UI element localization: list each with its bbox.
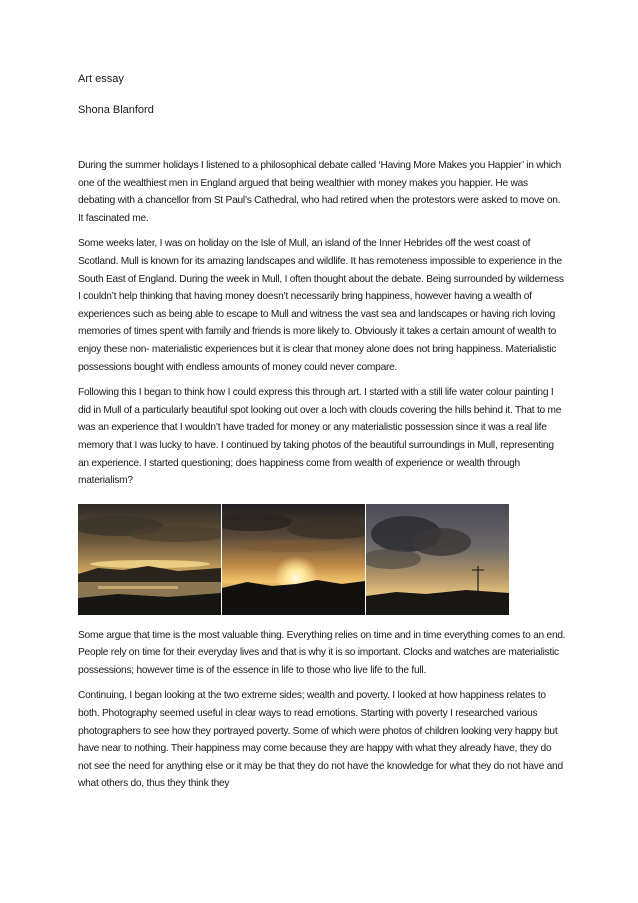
photo-strip xyxy=(78,504,566,615)
essay-content xyxy=(78,72,566,793)
essay-title: Art essay xyxy=(78,73,124,85)
paragraph-4: Some argue that time is the most valuable thing. Everything relies on time and in time everything comes to an end. People rely on time for their everyday lives and that is why it is so important. Clocks and watches are materialistic possessions; however time is of the essence in life to those who live life to the full. xyxy=(78,629,566,676)
paragraph-5: Continuing, I began looking at the two extreme sides; wealth and poverty. I looked at how happiness relates to both. Photography seemed useful in clear ways to read emotions. Starting with poverty I researched various photographers to see how they portrayed poverty. Some of which were photos of children looking very happy but have near to nothing. Their happiness may come because they are happy with what they already have, they do not see the need for anything else or it may be that they do not have the knowledge for what they do not have and what others do, thus they think they xyxy=(78,690,563,790)
dusk-clouds-photo xyxy=(366,504,509,615)
paragraph-3: Following this I began to think how I could express this through art. I started with a still life water colour painting I did in Mull of a particularly beautiful spot looking out over a loch with clouds covering the hills behind it. That to me was an experience that I wouldn’t have traded for money or any materialistic possession since it was a real life memory that I was lucky to have. I continued by taking photos of the beautiful surroundings in Mull, representing an experience. I started questioning; does happiness come from wealth of experience or wealth through materialism? xyxy=(78,387,562,487)
sunset-over-loch-photo xyxy=(78,504,221,615)
essay-author: Shona Blanford xyxy=(78,104,154,116)
paragraph-1: During the summer holidays I listened to a philosophical debate called ‘Having More Makes you Happier’ in which one of the wealthiest men in England argued that being wealthier with money makes you happier. He was debating with a chancellor from St Paul’s Cathedral, who had retired when the protestors were asked to move on. It fascinated me. xyxy=(78,160,562,224)
sunset-over-hills-photo xyxy=(222,504,365,615)
paragraph-2: Some weeks later, I was on holiday on the Isle of Mull, an island of the Inner Hebrides off the west coast of Scotland. Mull is known for its amazing landscapes and wildlife. It has remoteness impossible to experience in the South East of England. During the week in Mull, I often thought about the debate. Being surrounded by wilderness I couldn’t help thinking that having money doesn’t necessarily bring happiness, however having a wealth of experiences such as being able to escape to Mull and witness the vast sea and landscapes or having rich loving memories of times spent with family and friends is more likely to. Obviously it takes a certain amount of wealth to enjoy these non- materialistic experiences but it is clear that money alone does not bring happiness. Materialistic possessions bought with endless amounts of money could never compare. xyxy=(78,238,564,373)
